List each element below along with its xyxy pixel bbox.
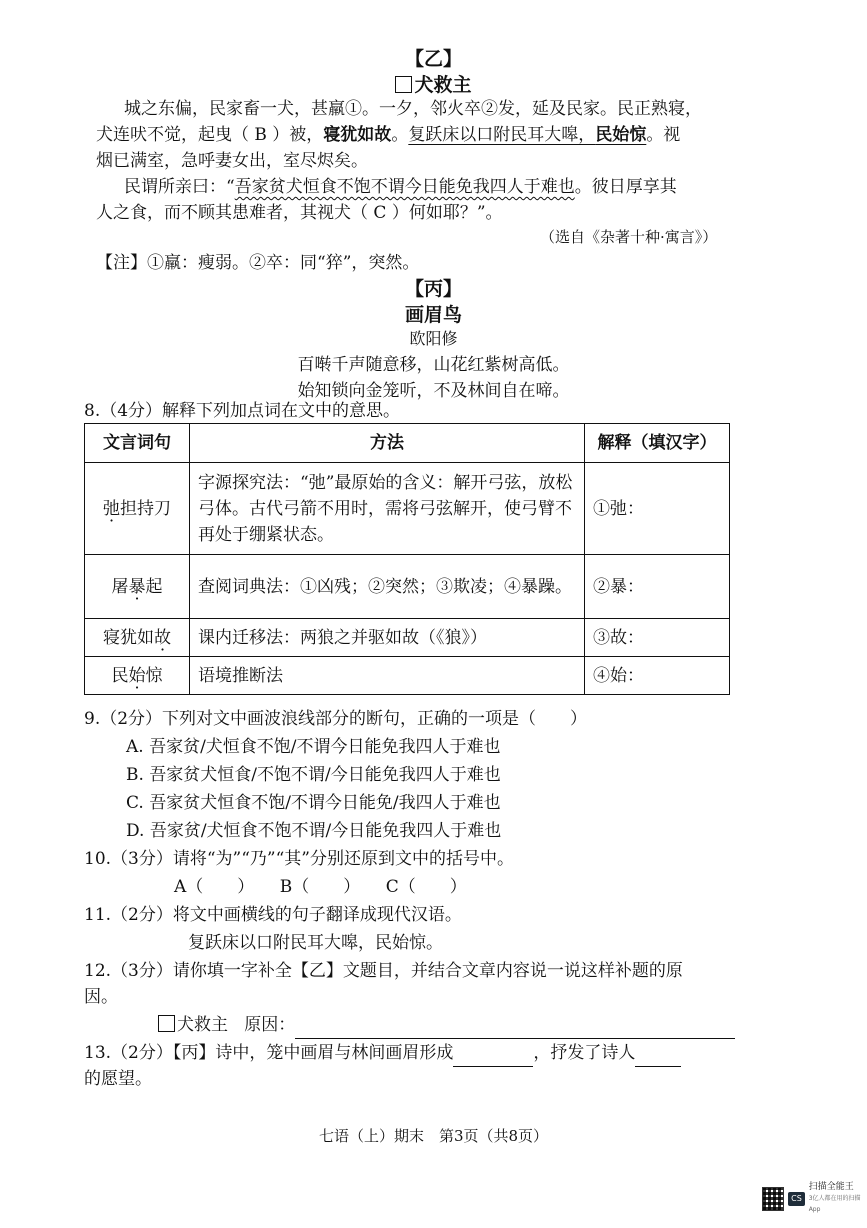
q9-prompt: 9.（2分）下列对文中画波浪线部分的断句，正确的一项是（ ）: [84, 709, 588, 729]
text: 民谓所亲曰：“: [124, 177, 235, 197]
method-cell: 查阅词典法：①凶残；②突然；③欺凌；④暴躁。: [190, 555, 585, 619]
yi-p2-l2: 人之食，而不顾其患难者，其视犬（ C ）何如耶？”。: [96, 203, 503, 223]
dotted-char: 暴: [128, 576, 146, 597]
wish-blank[interactable]: [635, 1040, 681, 1067]
qr-code-icon: [762, 1187, 784, 1211]
q10-prompt: 10.（3分）请将“为”“乃”“其”分别还原到文中的括号中。: [84, 849, 514, 869]
q9-option-d[interactable]: D. 吾家贫/犬恒食不饱不谓/今日能免我四人于难也: [126, 821, 502, 841]
text: 民: [111, 665, 129, 686]
table-row: [85, 657, 730, 695]
q11-prompt: 11.（2分）将文中画横线的句子翻译成现代汉语。: [84, 905, 462, 925]
contrast-blank[interactable]: [453, 1040, 533, 1067]
title-text: 犬救主: [177, 1015, 228, 1035]
table-row: [85, 619, 730, 657]
text: 担持刀: [120, 498, 171, 519]
answer-cell[interactable]: ④始：: [585, 657, 730, 695]
bing-title: 画眉鸟: [404, 304, 462, 326]
q13-prompt-end: 的愿望。: [84, 1069, 152, 1089]
dotted-char: 始: [128, 665, 146, 686]
text: 惊: [145, 665, 163, 686]
yi-source: （选自《杂著十种·寓言》）: [540, 228, 718, 246]
table-row: [85, 463, 730, 555]
reason-label: 原因：: [244, 1015, 296, 1035]
underlined-bold-text: 民始惊: [595, 125, 647, 145]
blank-box: [395, 76, 412, 93]
text: 3亿人都在用的扫描App: [808, 1195, 861, 1213]
text: 起: [145, 576, 163, 597]
yi-header: 【乙】: [404, 48, 462, 70]
yi-p1-l3: 烟已满室，急呼妻女出，室尽烬矣。: [96, 151, 368, 171]
yi-title-text: 犬救主: [414, 74, 472, 96]
answer-cell[interactable]: ③故：: [585, 619, 730, 657]
phrase-cell: [85, 463, 190, 555]
bold-text: 寝犹如故: [323, 125, 392, 145]
bing-line2: 始知锁向金笼听，不及林间自在啼。: [297, 381, 570, 401]
q8-table: [84, 423, 730, 695]
yi-title: [0, 70, 867, 97]
bing-author: 欧阳修: [409, 329, 458, 348]
text: ，抒发了诗人: [533, 1043, 636, 1063]
yi-p2-l1: [124, 174, 677, 200]
yi-p1-l1: 城之东偏，民家畜一犬，甚羸①。一夕，邻火卒②发，延及民家。民正熟寝，: [124, 99, 702, 119]
underlined-text: 复跃床以口附民耳大嗥，: [408, 125, 596, 145]
q13-prompt: [84, 1040, 681, 1067]
q11-sentence: 复跃床以口附民耳大嗥，民始惊。: [188, 933, 443, 953]
text: 寝犹如: [103, 627, 154, 648]
text: 犬连吠不觉，起曳（ B ）被，: [96, 125, 324, 145]
method-cell: 字源探究法：“弛”最原始的含义：解开弓弦，放松弓体。古代弓箭不用时，需将弓弦解开，使弓臂不再处于绷紧状态。: [190, 463, 585, 555]
q10-blanks[interactable]: A（ ） B（ ） C（ ）: [174, 877, 467, 897]
text: 。: [391, 125, 409, 145]
page-footer: 七语（上）期末 第3页（共8页）: [318, 1127, 549, 1145]
phrase-cell: [85, 619, 190, 657]
table-header-row: [85, 424, 730, 463]
q8-prompt: 8.（4分）解释下列加点词在文中的意思。: [84, 401, 401, 421]
q12-answer-line: [158, 1012, 735, 1039]
reason-blank[interactable]: [295, 1012, 735, 1039]
q9-option-a[interactable]: A. 吾家贫/犬恒食不饱/不谓今日能免我四人于难也: [126, 737, 501, 757]
method-cell: 语境推断法: [190, 657, 585, 695]
yi-note: 【注】①羸：瘦弱。②卒：同“猝”，突然。: [96, 253, 420, 273]
bing-line1: 百啭千声随意移，山花红紫树高低。: [297, 355, 570, 375]
dotted-char: 弛: [103, 498, 120, 519]
table-row: [85, 555, 730, 619]
col-header: 方法: [190, 424, 585, 463]
q9-option-b[interactable]: B. 吾家贫犬恒食/不饱不谓/今日能免我四人于难也: [126, 765, 501, 785]
phrase-cell: [85, 657, 190, 695]
bing-header: 【丙】: [404, 278, 462, 300]
dotted-char: 故: [154, 627, 171, 648]
q12-prompt-l1: 12.（3分）请你填一字补全【乙】文题目，并结合文章内容说一说这样补题的原: [84, 961, 683, 981]
cs-logo-icon: CS: [788, 1192, 805, 1206]
text: 。彼日厚享其: [574, 177, 677, 197]
answer-cell[interactable]: ①弛：: [585, 463, 730, 555]
scanner-watermark: [762, 1182, 867, 1215]
blank-box[interactable]: [158, 1015, 175, 1032]
answer-cell[interactable]: ②暴：: [585, 555, 730, 619]
text: 扫描全能王: [808, 1182, 854, 1192]
wavy-text: 吾家贫犬恒食不饱不谓今日能免我四人于难也: [234, 177, 575, 197]
q9-option-c[interactable]: C. 吾家贫犬恒食不饱/不谓今日能免/我四人于难也: [126, 793, 501, 813]
col-header: 解释（填汉字）: [585, 424, 730, 463]
q12-prompt-l2: 因。: [84, 987, 118, 1007]
col-header: 文言词句: [85, 424, 190, 463]
text: 。视: [646, 125, 681, 145]
yi-p1-l2: [96, 122, 680, 148]
text: 13.（2分）【丙】诗中，笼中画眉与林间画眉形成: [84, 1043, 454, 1063]
phrase-cell: [85, 555, 190, 619]
watermark-text: [809, 1182, 867, 1215]
method-cell: 课内迁移法：两狼之并驱如故（《狼》）: [190, 619, 585, 657]
text: 屠: [111, 576, 129, 597]
